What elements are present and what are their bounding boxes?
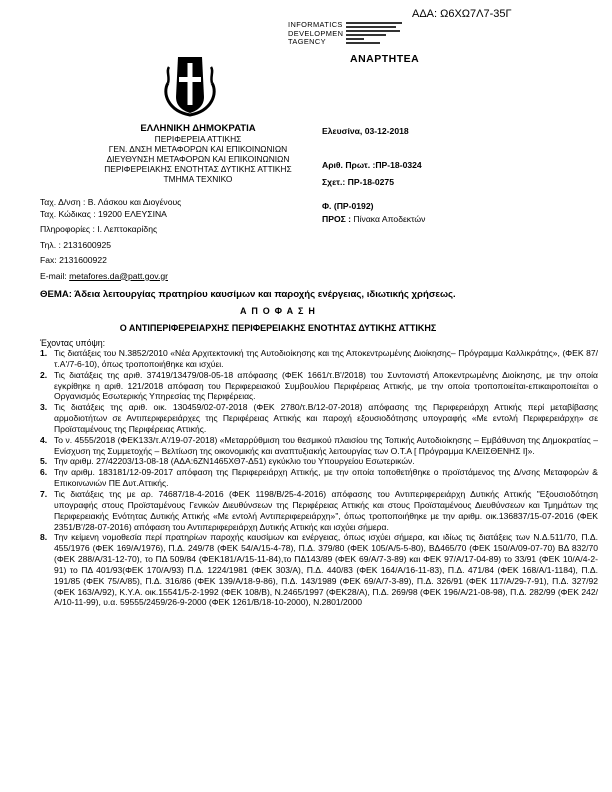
authority-line: ΠΕΡΙΦΕΡΕΙΑ ΑΤΤΙΚΗΣ xyxy=(154,134,242,144)
item-number: 5. xyxy=(40,456,48,467)
authority-line: ΤΜΗΜΑ ΤΕΧΝΙΚΟ xyxy=(163,174,233,184)
posted-notice: ΑΝΑΡΤΗΤΕΑ xyxy=(350,53,420,65)
authority-line: ΓΕΝ. ΔΝΣΗ ΜΕΤΑΦΟΡΩΝ ΚΑΙ ΕΠΙΚΟΙΝΩΝΙΩΝ xyxy=(108,144,288,154)
authority-line: ΔΙΕΥΘΥΝΣΗ ΜΕΤΑΦΟΡΩΝ ΚΑΙ ΕΠΙΚΟΙΝΩΝΙΩΝ xyxy=(106,154,290,164)
list-item xyxy=(40,348,598,370)
country-heading: ΕΛΛΗΝΙΚΗ ΔΗΜΟΚΡΑΤΙΑ xyxy=(140,123,256,134)
list-item xyxy=(40,489,598,532)
postcode-line: Ταχ. Κώδικας : 19200 ΕΛΕΥΣΙΝΑ xyxy=(40,208,167,219)
item-text: Τις διατάξεις της αριθ. οικ. 130459/02-07-2018 (ΦΕΚ 2780/τ.Β/12-07-2018) απόφασης της Περιφερειάρχη Αττικής περί μεταβίβασης αρμοδιοτήτων σε Αντιπεριφερειάρχες της Περιφέρειας Αττικής και παροχή εξουσιοδότησης υπογραφής «Με εντολή Περιφερειάρχη» σε Προϊσταμένους της Περιφέρειας Αττικής. xyxy=(54,402,598,434)
protocol-number: Αριθ. Πρωτ. :ΠΡ-18-0324 xyxy=(322,159,422,170)
development-agency-stamp xyxy=(288,21,343,47)
reference-block xyxy=(322,126,425,226)
contact-block xyxy=(40,197,181,282)
recipient-value: Πίνακα Αποδεκτών xyxy=(351,214,426,224)
email-link[interactable]: metafores.da@patt.gov.gr xyxy=(69,270,168,281)
related-reference: Σχετ.: ΠΡ-18-0275 xyxy=(322,177,394,187)
item-text: Τις διατάξεις της με αρ. 74687/18-4-2016 (ΦΕΚ 1198/Β/25-4-2016) απόφασης του Αντιπεριφερειάρχη Δυτικής Αττικής "Εξουσιοδότηση υπογραφής στους Προϊσταμένους Γενικών Διευθύνσεων της Περιφέρειας Αττικής και στους Προϊσταμένους Διευθύνσεων και Τμημάτων της Περιφερειακής Ενότητας Δυτικής Αττικής «Με εντολή Αντιπεριφερειάρχη»", όπως τροποποιήθηκε με την αριθμ. οικ.136837/15-07-2016 (ΦΕΚ 2351/Β'/28-07-2016) απόφαση του Αντιπεριφερειάρχη Δυτικής Αττικής και ισχύει σήμερα. xyxy=(54,488,598,532)
address-line: Ταχ. Δ/νση : Β. Λάσκου και Διογένους xyxy=(40,197,182,207)
considerations-heading: Έχοντας υπόψη: xyxy=(40,338,106,348)
list-item xyxy=(40,370,598,403)
item-number: 7. xyxy=(40,488,48,499)
recipient-label: ΠΡΟΣ : xyxy=(322,214,352,224)
item-text: Την κείμενη νομοθεσία περί πρατηρίων παροχής καυσίμων και ενέργειας, όπως ισχύει σήμερα, και ιδίως τις διατάξεις των Ν.Δ.511/70, Π.Δ. 455/1976 (ΦΕΚ 169/Α/1976), Π.Δ. 249/78 (ΦΕΚ 54/Α/15-4-78), Π.Δ. 379/80 (ΦΕΚ 105/Α/5-5-80), ΒΔ465/70 (ΦΕΚ 150/Α/09-07-70) ΒΔ 832/70 (ΦΕΚ 288/Α/31-12-70), το ΠΔ 509/84 (ΦΕΚ181/Α/15-11-84),το ΠΔ143/89 (ΦΕΚ 69/Α/7-3-89) και ΦΕΚ 97/Α/17-04-89) το 33/91 (ΦΕΚ 10/Α/4-2-91) το ΠΔ 401/93(ΦΕΚ 170/Α/93) Π.Δ. 1224/1981 (ΦΕΚ 303/Α), Π.Δ. 440/83 (ΦΕΚ 164/Α/16-11-83), Π.Δ. 471/84 (ΦΕΚ 168/Α/1-1184), Π.Δ. 191/85 (ΦΕΚ 75/Α/85), Π.Δ. 316/86 (ΦΕΚ 139/Α/18-9-86), Π.Δ. 143/1989 (ΦΕΚ 69/Α/7-3-89), Π.Δ. 326/91 (ΦΕΚ 117/Α/29-7-91), Π.Δ. 327/92 (ΦΕΚ 163/Α/92), Κ.Υ.Α. οικ.15541/5-2-1992 (ΦΕΚ 108/Β), Ν.2465/1997 (ΦΕΚ28/Α), Π.Δ. 269/98 (ΦΕΚ 196/Α/21-08-98), Π.Δ. 282/99 (ΦΕΚ 242/Α/10-11-99), υ.α. 59555/2459/26-9-2000 (ΦΕΚ 1261/Β/18-10-2000), Ν.2801/2000 xyxy=(54,532,598,608)
item-text: Τις διατάξεις της αριθ. 37419/13479/08-05-18 απόφασης (ΦΕΚ 1661/τ.Β'/2018) του Συντονιστή Αποκεντρωμένης Διοίκησης, με την οποία εγκρίθηκε η αριθ. 121/2018 απόφαση του Περιφερειακού Συμβουλίου Περιφέρειας Αττικής, με την οποία τροποποιείται-επικαιροποιείται ο Οργανισμός Εσωτερικής Υπηρεσίας της Περιφέρειας. xyxy=(54,369,598,402)
item-number: 1. xyxy=(40,348,48,358)
list-item xyxy=(40,467,598,489)
list-item xyxy=(40,435,598,457)
recipient-line xyxy=(322,214,425,226)
decision-issuer: Ο ΑΝΤΙΠΕΡΙΦΕΡΕΙΑΡΧΗΣ ΠΕΡΙΦΕΡΕΙΑΚΗΣ ΕΝΟΤΗΤΑΣ ΔΥΤΙΚΗΣ ΑΤΤΙΚΗΣ xyxy=(119,323,437,333)
greek-coat-of-arms-emblem xyxy=(160,53,220,117)
place-date: Ελευσίνα, 03-12-2018 xyxy=(322,126,409,136)
considerations-list xyxy=(40,348,598,608)
item-text: Την αριθμ. 27/42203/13-08-18 (ΑΔΑ:6ΖΝ1465ΧΘ7-Δ51) εγκύκλιο του Υπουργείου Εσωτερικών. xyxy=(54,456,415,467)
file-number: Φ. (ΠΡ-0192) xyxy=(322,200,374,211)
item-text: Την αριθμ. 183181/12-09-2017 απόφαση της Περιφερειάρχη Αττικής, με την οποία τοποθετήθηκε ο προϊστάμενος της Δ/νσης Μεταφορών & Επικοινωνιών ΠΕ Δυτ.Αττικής. xyxy=(54,467,598,489)
item-number: 8. xyxy=(40,532,48,543)
item-number: 4. xyxy=(40,434,48,445)
stamp-fine-print xyxy=(346,22,406,46)
email-label: E-mail: xyxy=(40,270,70,281)
item-number: 6. xyxy=(40,467,48,478)
item-number: 3. xyxy=(40,402,48,413)
item-text: Το ν. 4555/2018 (ΦΕΚ133/τ.Α'/19-07-2018) «Μεταρρύθμιση του θεσμικού πλαισίου της Τοπικής Αυτοδιοίκησης – Εμβάθυνση της Δημοκρατίας – Ενίσχυση της Συμμετοχής – Βελτίωση της οικονομικής και αναπτυξιακής λειτουργίας των Ο.Τ.Α [ Πρόγραμμα ΚΛΕΙΣΘΕΝΗΣ Ι]». xyxy=(54,434,598,456)
list-item xyxy=(40,456,598,467)
stamp-line: DEVELOPMEN xyxy=(288,28,344,38)
stamp-line: TAGENCY xyxy=(288,37,326,47)
subject-line: ΘΕΜΑ: Άδεια λειτουργίας πρατηρίου καυσίμων και παροχής ενέργειας, ιδιωτικής χρήσεως. xyxy=(40,289,456,300)
email-line xyxy=(40,271,181,283)
info-line: Πληροφορίες : Ι. Λεπτοκαρίδης xyxy=(40,224,158,234)
decision-title: Α Π Ο Φ Α Σ Η xyxy=(239,306,317,316)
list-item xyxy=(40,532,598,608)
ada-code: ΑΔΑ: Ω6ΧΩ7Λ7-35Γ xyxy=(412,8,512,20)
fax-line: Fax: 2131600922 xyxy=(40,255,107,265)
item-number: 2. xyxy=(40,369,48,380)
list-item xyxy=(40,402,598,435)
item-text: Τις διατάξεις του Ν.3852/2010 «Νέα Αρχιτεκτονική της Αυτοδιοίκησης και της Αποκεντρωμένης Διοίκησης– Πρόγραμμα Καλλικράτης», (ΦΕΚ 87/τ.Α'/7-6-10), όπως τροποποιήθηκε και ισχύει. xyxy=(54,348,598,369)
stamp-line: INFORMATICS xyxy=(288,20,343,29)
authority-line: ΠΕΡΙΦΕΡΕΙΑΚΗΣ ΕΝΟΤΗΤΑΣ ΔΥΤΙΚΗΣ ΑΤΤΙΚΗΣ xyxy=(104,164,292,174)
phone-line: Τηλ. : 2131600925 xyxy=(40,239,112,250)
